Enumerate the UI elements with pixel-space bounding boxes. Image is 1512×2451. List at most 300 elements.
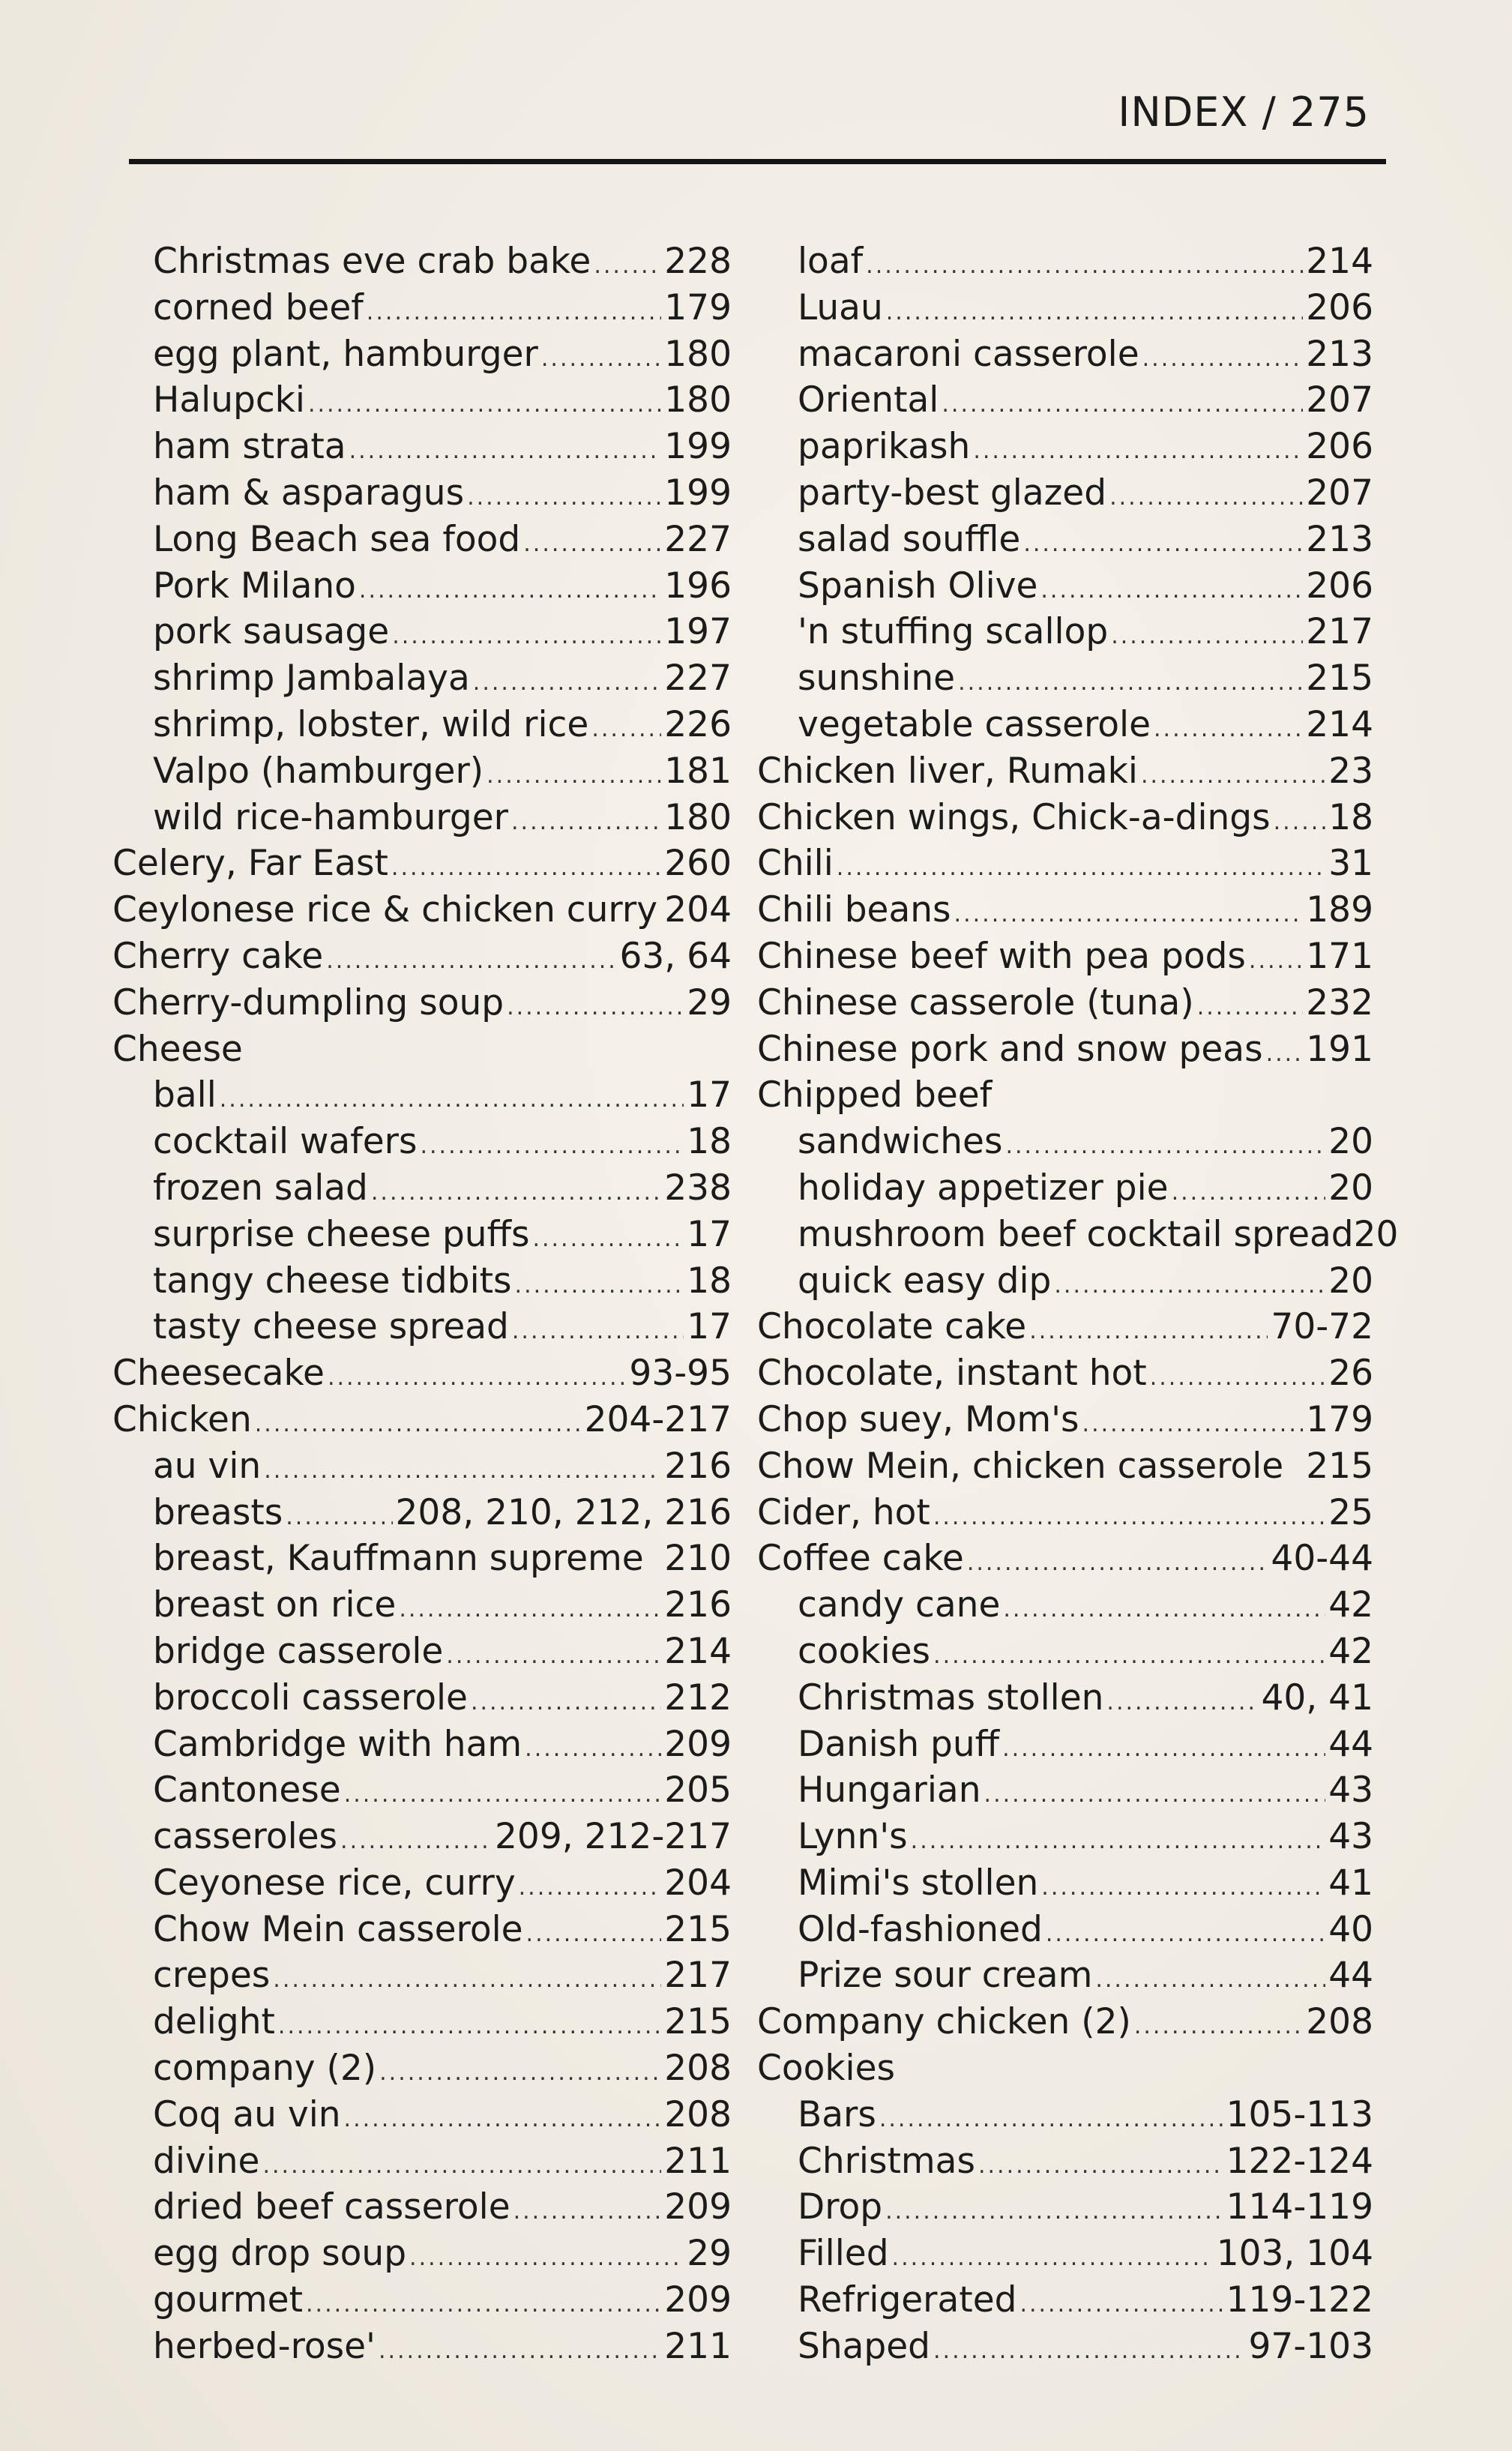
dot-leader — [262, 2143, 661, 2189]
dot-leader — [523, 521, 661, 568]
entry-label: Oriental — [798, 379, 939, 421]
dot-leader — [273, 1957, 661, 2003]
entry-label: shrimp Jambalaya — [153, 658, 470, 700]
index-entry — [757, 1026, 1373, 1073]
page-number: 227 — [664, 518, 732, 560]
page-number: 208 — [1306, 2001, 1373, 2043]
page-number: 119-122 — [1226, 2279, 1373, 2321]
entry-label: party-best glazed — [798, 472, 1107, 514]
entry-label: Drop — [798, 2186, 883, 2228]
dot-leader — [933, 2328, 1246, 2375]
index-entry — [757, 517, 1373, 563]
dot-leader — [513, 2189, 662, 2235]
page-number: 214 — [664, 1630, 732, 1672]
page-number: 213 — [1306, 333, 1373, 375]
entry-label: sunshine — [798, 658, 956, 700]
entry-label: bridge casserole — [153, 1630, 444, 1672]
dot-leader — [1046, 1911, 1325, 1958]
entry-label: Coffee cake — [757, 1538, 964, 1580]
dot-leader — [371, 1170, 661, 1216]
index-entry — [757, 563, 1373, 610]
page-number: 197 — [664, 611, 732, 653]
dot-leader — [879, 2096, 1223, 2143]
index-entry — [757, 1629, 1373, 1675]
page-number: 26 — [1328, 1353, 1373, 1395]
index-entry — [757, 2184, 1373, 2231]
entry-label: Coq au vin — [153, 2093, 341, 2135]
dot-leader — [978, 2143, 1223, 2189]
index-entry — [112, 2045, 732, 2092]
index-entry — [757, 1675, 1373, 1721]
entry-label: frozen salad — [153, 1167, 368, 1209]
index-entry — [757, 609, 1373, 655]
entry-label: Spanish Olive — [798, 565, 1038, 607]
index-entry — [112, 563, 732, 610]
index-column-right — [757, 238, 1399, 2370]
page-number: 228 — [664, 241, 732, 282]
page-number: 18 — [687, 1121, 732, 1163]
page-number: 210 — [664, 1538, 732, 1580]
entry-label: Chinese casserole (tuna) — [757, 981, 1194, 1023]
page-number: 122-124 — [1226, 2140, 1373, 2182]
index-entry — [112, 1397, 732, 1443]
page-number: 93-95 — [629, 1353, 732, 1395]
page-number: 114-119 — [1226, 2186, 1373, 2228]
page-number: 44 — [1328, 1723, 1373, 1765]
page-number: 97-103 — [1248, 2325, 1373, 2367]
dot-leader — [525, 1726, 661, 1772]
page-number: 213 — [1306, 518, 1373, 560]
entry-label: Cambridge with ham — [153, 1723, 522, 1765]
page-number: 20 — [1353, 1213, 1399, 1255]
entry-label: Mimi's stollen — [798, 1862, 1039, 1904]
dot-leader — [1106, 1679, 1258, 1726]
page-number: 42 — [1328, 1630, 1373, 1672]
page-number: 20 — [1328, 1167, 1373, 1209]
page-number: 208, 210, 212, 216 — [395, 1491, 732, 1533]
index-entry — [757, 1304, 1373, 1350]
dot-leader — [1274, 799, 1326, 846]
dot-leader — [1002, 1726, 1325, 1772]
page-number: 179 — [1306, 1398, 1373, 1440]
entry-label: pork sausage — [153, 611, 390, 653]
index-entry — [757, 933, 1373, 980]
page-number: 40-44 — [1271, 1538, 1373, 1580]
dot-leader — [892, 2235, 1214, 2282]
index-entry — [757, 470, 1373, 517]
index-entry — [112, 1536, 732, 1582]
page-number: 211 — [664, 2140, 732, 2182]
entry-label: wild rice-hamburger — [153, 796, 508, 838]
dot-leader — [837, 845, 1325, 891]
dot-leader — [1005, 1123, 1325, 1170]
index-entry — [112, 1212, 732, 1258]
dot-leader — [1111, 613, 1303, 660]
dot-leader — [1134, 2003, 1303, 2050]
index-entry — [112, 1165, 732, 1212]
index-entry — [757, 980, 1373, 1026]
page-number: 20 — [1328, 1260, 1373, 1302]
index-entry — [112, 2184, 732, 2231]
entry-label: Cheesecake — [112, 1353, 325, 1395]
entry-label: Chow Mein, chicken casserole — [757, 1445, 1284, 1487]
index-entry — [112, 1999, 732, 2045]
dot-leader — [1041, 1865, 1325, 1911]
index-entry — [112, 2138, 732, 2185]
page-number: 204 — [664, 1862, 732, 1904]
page-number: 206 — [1306, 565, 1373, 607]
page-number: 40 — [1328, 1908, 1373, 1950]
index-entry — [112, 517, 732, 563]
index-entry — [757, 1721, 1373, 1768]
index-entry — [757, 748, 1373, 795]
entry-label: ham strata — [153, 426, 346, 468]
entry-label: Chili beans — [757, 889, 951, 931]
index-entry — [112, 1490, 732, 1536]
entry-label: Hungarian — [798, 1769, 981, 1811]
page-number: 25 — [1328, 1491, 1373, 1533]
entry-label: paprikash — [798, 426, 971, 468]
dot-leader — [220, 1077, 684, 1123]
page-number: 215 — [1306, 658, 1373, 700]
index-entry — [112, 748, 732, 795]
entry-label: sandwiches — [798, 1121, 1003, 1163]
page-number: 181 — [664, 750, 732, 792]
index-entry — [757, 702, 1373, 748]
entry-label: Christmas stollen — [798, 1676, 1104, 1718]
dot-leader — [954, 891, 1304, 938]
page-number: 43 — [1328, 1769, 1373, 1811]
entry-label: Chicken wings, Chick-a-dings — [757, 796, 1271, 838]
index-entry — [112, 1860, 732, 1907]
page-number: 180 — [664, 379, 732, 421]
index-entry — [757, 377, 1373, 424]
page-number: 29 — [687, 981, 732, 1023]
page-number: 191 — [1306, 1028, 1373, 1070]
entry-label: Lynn's — [798, 1816, 908, 1858]
dot-leader — [984, 1772, 1326, 1818]
page-number: 209 — [664, 2279, 732, 2321]
entry-label: Luau — [798, 286, 883, 328]
index-entry — [112, 1258, 732, 1305]
dot-leader — [967, 1540, 1268, 1587]
dot-leader — [344, 1772, 662, 1818]
entry-label: egg drop soup — [153, 2233, 407, 2275]
entry-label: herbed-rose' — [153, 2325, 376, 2367]
dot-leader — [1054, 1263, 1325, 1309]
index-entry — [757, 238, 1373, 285]
entry-label: Cantonese — [153, 1769, 341, 1811]
page-number: 214 — [1306, 703, 1373, 745]
entry-label: ham & asparagus — [153, 472, 465, 514]
entry-label: Ceyonese rice, curry — [153, 1862, 516, 1904]
index-entry — [112, 238, 732, 285]
index-entry — [112, 1629, 732, 1675]
entry-label: Chocolate, instant hot — [757, 1353, 1147, 1395]
page-number: 180 — [664, 333, 732, 375]
entry-label: egg plant, hamburger — [153, 333, 538, 375]
index-entry — [112, 609, 732, 655]
dot-leader — [1095, 1957, 1325, 2003]
entry-label: holiday appetizer pie — [798, 1167, 1169, 1209]
dot-leader — [349, 428, 662, 475]
dot-leader — [467, 475, 661, 521]
dot-leader — [1040, 568, 1303, 614]
page-number: 212 — [664, 1676, 732, 1718]
entry-label: Cookies — [757, 2048, 896, 2090]
entry-label: Halupcki — [153, 379, 305, 421]
entry-label: breast on rice — [153, 1584, 397, 1626]
entry-label: Chocolate cake — [757, 1306, 1027, 1348]
dot-leader — [1172, 1170, 1326, 1216]
page-number: 31 — [1328, 843, 1373, 885]
entry-label: au vin — [153, 1445, 262, 1487]
entry-label: Filled — [798, 2233, 889, 2275]
page-number: 42 — [1328, 1584, 1373, 1626]
page-number: 204 — [664, 889, 732, 931]
dot-leader — [515, 1263, 684, 1309]
index-entry — [112, 655, 732, 702]
entry-label: quick easy dip — [798, 1260, 1052, 1302]
dot-leader — [344, 2096, 662, 2143]
dot-leader — [399, 1587, 661, 1633]
dot-leader — [409, 2235, 684, 2282]
index-entry — [757, 424, 1373, 470]
entry-label: divine — [153, 2140, 260, 2182]
dot-leader — [379, 2328, 661, 2375]
page-number: 199 — [664, 472, 732, 514]
entry-label: mushroom beef cocktail spread — [798, 1213, 1354, 1255]
entry-label: Chicken liver, Rumaki — [757, 750, 1138, 792]
entry-label: Company chicken (2) — [757, 2001, 1131, 2043]
dot-leader — [264, 1448, 661, 1494]
page-number: 18 — [1328, 796, 1373, 838]
entry-label: Chipped beef — [757, 1074, 993, 1116]
page-number: 207 — [1306, 472, 1373, 514]
page-number: 217 — [1306, 611, 1373, 653]
dot-leader — [1150, 1355, 1325, 1401]
entry-label: Celery, Far East — [112, 843, 388, 885]
index-entry — [112, 285, 732, 331]
page-number: 105-113 — [1226, 2093, 1373, 2135]
entry-label: Prize sour cream — [798, 1955, 1093, 1997]
entry-label: gourmet — [153, 2279, 304, 2321]
entry-label: Cider, hot — [757, 1491, 930, 1533]
page-number: 199 — [664, 426, 732, 468]
index-entry — [757, 840, 1373, 887]
dot-leader — [1082, 1401, 1304, 1448]
entry-label: casseroles — [153, 1816, 338, 1858]
index-entry — [757, 1952, 1373, 1999]
index-column-left — [112, 238, 732, 2370]
dot-leader — [911, 1818, 1326, 1865]
dot-leader — [1109, 475, 1303, 521]
entry-label: surprise cheese puffs — [153, 1213, 530, 1255]
index-entry — [112, 2277, 732, 2324]
page-number: 17 — [687, 1213, 732, 1255]
dot-leader — [1003, 1587, 1325, 1633]
dot-leader — [885, 2189, 1223, 2235]
dot-leader — [866, 243, 1303, 289]
page-number: 238 — [664, 1167, 732, 1209]
dot-leader — [1154, 706, 1303, 753]
index-entry — [757, 331, 1373, 378]
entry-label: breast, Kauffmann supreme — [153, 1538, 644, 1580]
page-number: 44 — [1328, 1955, 1373, 1997]
page-number: 41 — [1328, 1862, 1373, 1904]
index-entry — [112, 1350, 732, 1397]
index-entry — [757, 1072, 1373, 1119]
dot-leader — [359, 568, 661, 614]
page-number: 204-217 — [584, 1398, 732, 1440]
index-entry — [757, 1350, 1373, 1397]
dot-leader — [511, 799, 661, 846]
page-number: 226 — [664, 703, 732, 745]
page-number: 216 — [664, 1445, 732, 1487]
dot-leader — [1197, 984, 1304, 1031]
index-entry — [112, 933, 732, 980]
index-entry — [757, 1490, 1373, 1536]
index-entry — [757, 1814, 1373, 1860]
index-entry — [757, 2138, 1373, 2185]
index-entry — [757, 1907, 1373, 1953]
dot-leader — [591, 706, 661, 753]
index-entry — [112, 1907, 732, 1953]
page-number: 17 — [687, 1074, 732, 1116]
dot-leader — [367, 289, 661, 336]
index-entry — [112, 840, 732, 887]
entry-label: Bars — [798, 2093, 876, 2135]
page-number: 207 — [1306, 379, 1373, 421]
index-entry — [112, 1119, 732, 1165]
entry-label: broccoli casserole — [153, 1676, 468, 1718]
page-number: 216 — [664, 1584, 732, 1626]
dot-leader — [306, 2282, 661, 2328]
entry-label: Ceylonese rice & chicken curry — [112, 889, 658, 931]
index-entry — [112, 331, 732, 378]
page-number: 63, 64 — [619, 935, 732, 977]
page-number: 189 — [1306, 889, 1373, 931]
index-entry — [112, 795, 732, 841]
index-entry — [757, 655, 1373, 702]
dot-leader — [532, 1216, 684, 1263]
page-number: 217 — [664, 1955, 732, 1997]
dot-leader — [519, 1865, 662, 1911]
entry-label: Chop suey, Mom's — [757, 1398, 1079, 1440]
entry-label: 'n stuffing scallop — [798, 611, 1109, 653]
page-number: 227 — [664, 658, 732, 700]
index-entry — [112, 1721, 732, 1768]
page-number: 206 — [1306, 426, 1373, 468]
entry-label: vegetable casserole — [798, 703, 1151, 745]
index-entry — [112, 1072, 732, 1119]
page-number: 208 — [664, 2048, 732, 2090]
entry-label: crepes — [153, 1955, 271, 1997]
dot-leader — [391, 845, 661, 891]
index-entry — [757, 1212, 1399, 1258]
index-entry — [757, 1258, 1373, 1305]
dot-leader — [1019, 2282, 1223, 2328]
entry-label: breasts — [153, 1491, 283, 1533]
index-entry — [757, 887, 1373, 933]
entry-label: Old-fashioned — [798, 1908, 1043, 1950]
page-number: 70-72 — [1271, 1306, 1373, 1348]
entry-label: Chow Mein casserole — [153, 1908, 523, 1950]
dot-leader — [308, 382, 661, 428]
entry-label: Refrigerated — [798, 2279, 1017, 2321]
page-number: 215 — [664, 1908, 732, 1950]
page-number: 179 — [664, 286, 732, 328]
page-number: 214 — [1306, 241, 1373, 282]
page-number: 208 — [664, 2093, 732, 2135]
index-entry — [112, 1582, 732, 1629]
index-entry — [112, 1767, 732, 1814]
entry-label: cocktail wafers — [153, 1121, 418, 1163]
entry-label: Long Beach sea food — [153, 518, 521, 560]
index-entry — [112, 470, 732, 517]
dot-leader — [541, 336, 661, 382]
entry-label: Cheese — [112, 1028, 243, 1070]
entry-label: Chinese pork and snow peas — [757, 1028, 1263, 1070]
page-number: 20 — [1328, 1121, 1373, 1163]
page-number: 103, 104 — [1216, 2233, 1373, 2275]
entry-label: candy cane — [798, 1584, 1001, 1626]
page-number: 40, 41 — [1261, 1676, 1373, 1718]
index-entry — [757, 2092, 1373, 2138]
entry-label: Chili — [757, 843, 834, 885]
index-entry — [112, 2324, 732, 2370]
dot-leader — [594, 243, 661, 289]
dot-leader — [326, 938, 616, 984]
index-entry — [112, 2231, 732, 2277]
dot-leader — [1029, 1308, 1268, 1355]
index-entry — [112, 1814, 732, 1860]
index-entry — [112, 1675, 732, 1721]
dot-leader — [526, 1911, 662, 1958]
dot-leader — [512, 1308, 684, 1355]
dot-leader — [507, 984, 684, 1031]
index-entry — [757, 1582, 1373, 1629]
page-number: 209 — [664, 2186, 732, 2228]
page-number: 196 — [664, 565, 732, 607]
dot-leader — [286, 1494, 392, 1541]
index-entry — [757, 1119, 1373, 1165]
dot-leader — [446, 1633, 661, 1679]
page-number: 171 — [1306, 935, 1373, 977]
index-entry — [757, 2277, 1373, 2324]
entry-label: Danish puff — [798, 1723, 1000, 1765]
dot-leader — [379, 2050, 661, 2096]
index-entry — [757, 1165, 1373, 1212]
entry-label: corned beef — [153, 286, 364, 328]
dot-leader — [471, 1679, 661, 1726]
dot-leader — [255, 1401, 582, 1448]
entry-label: Chicken — [112, 1398, 252, 1440]
page-number: 18 — [687, 1260, 732, 1302]
page-number: 215 — [1306, 1445, 1373, 1487]
index-entry — [757, 1443, 1373, 1490]
dot-leader — [886, 289, 1304, 336]
header-rule — [129, 159, 1386, 164]
index-entry — [757, 285, 1373, 331]
page-number: 211 — [664, 2325, 732, 2367]
entry-label: Chinese beef with pea pods — [757, 935, 1246, 977]
index-entry — [757, 1767, 1373, 1814]
page-number: 209, 212-217 — [495, 1816, 732, 1858]
page-number: 215 — [664, 2001, 732, 2043]
dot-leader — [487, 753, 661, 799]
entry-label: ball — [153, 1074, 217, 1116]
